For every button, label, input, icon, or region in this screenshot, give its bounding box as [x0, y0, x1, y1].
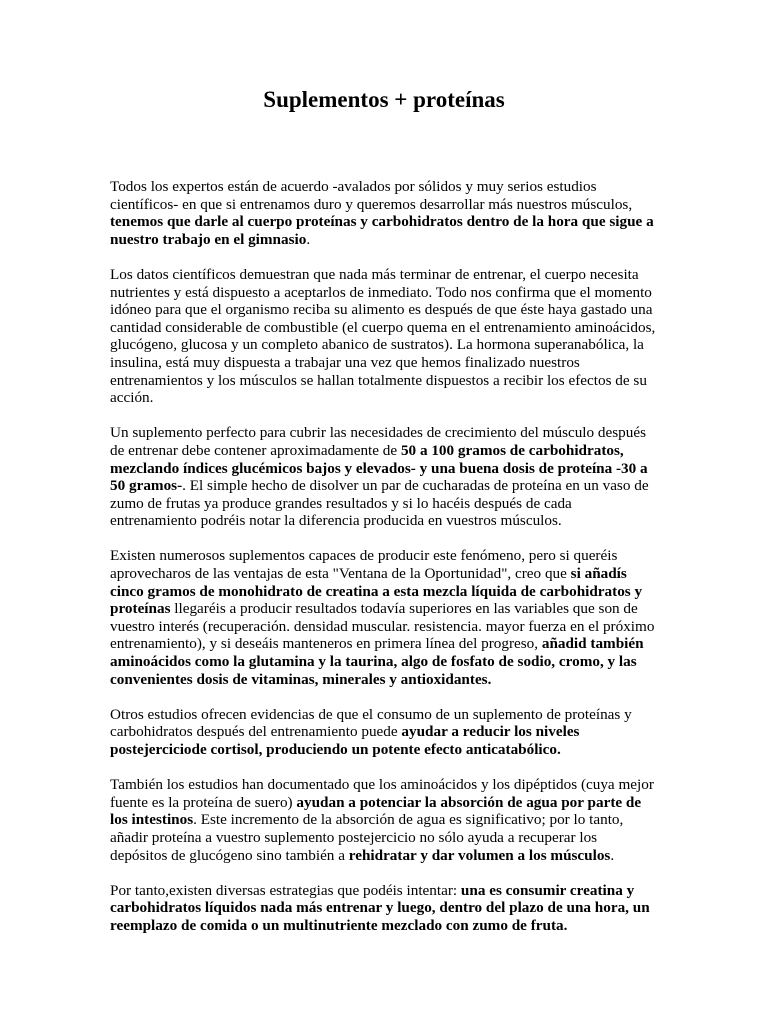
document-body	[110, 178, 658, 952]
paragraph-text: . El simple hecho de disolver un par de cucharadas de proteína en un vaso de zumo de frutas ya produce grandes resultados y si lo hacéis después de cada entrenamiento podréis notar la diferencia producida en vuestros músculos.	[110, 477, 649, 530]
paragraph-6	[110, 776, 658, 864]
paragraph-7	[110, 882, 658, 935]
paragraph-3	[110, 424, 658, 530]
paragraph-4	[110, 547, 658, 688]
paragraph-text: Los datos científicos demuestran que nada más terminar de entrenar, el cuerpo necesita nutrientes y está dispuesto a aceptarlos de inmediato. Todo nos confirma que el momento idóneo para que el organismo reciba su alimento es después de que éste haya gastado una cantidad considerable de combustible (el cuerpo quema en el entrenamiento aminoácidos, glucógeno, glucosa y un completo abanico de sustratos). La hormona superanabólica, la insulina, está muy dispuesta a trabajar una vez que hemos finalizado nuestros entrenamientos y los músculos se hallan totalmente dispuestos a recibir los efectos de su acción.	[110, 265, 656, 407]
paragraph-bold-text: ayudan a potenciar la absorción de agua por parte de los intestinos	[110, 793, 642, 829]
paragraph-5	[110, 706, 658, 759]
paragraph-text: También los estudios han documentado que los aminoácidos y los dipéptidos (cuya mejor fuente es la proteína de suero)	[110, 776, 654, 811]
paragraph-bold-text: tenemos que darle al cuerpo proteínas y carbohidratos dentro de la hora que sigue a nuestro trabajo en el gimnasio	[110, 213, 654, 248]
document-title: Suplementos + proteínas	[263, 87, 505, 112]
paragraph-1	[110, 178, 658, 248]
paragraph-text: .	[306, 230, 311, 248]
paragraph-bold-text: añadid también aminoácidos como la glutamina y la taurina, algo de fosfato de sodio, cromo, y las convenientes dosis de vitaminas, minerales y antioxidantes.	[110, 635, 644, 688]
paragraph-text: llegaréis a producir resultados todavía superiores en las variables que son de vuestro interés (recuperación. densidad muscular. resistencia. mayor fuerza en el próximo entrenamiento), y si deseáis manteneros en primera línea del progreso,	[110, 600, 655, 653]
paragraph-text: .	[610, 846, 615, 864]
paragraph-text: Todos los expertos están de acuerdo -avalados por sólidos y muy serios estudios científicos- en que si entrenamos duro y queremos desarrollar más nuestros músculos,	[110, 178, 633, 213]
paragraph-2	[110, 266, 658, 407]
paragraph-bold-text: una es consumir creatina y carbohidratos líquidos nada más entrenar y luego, dentro del plazo de una hora, un reemplazo de comida o un multinutriente mezclado con zumo de fruta.	[110, 881, 650, 934]
paragraph-text: Otros estudios ofrecen evidencias de que el consumo de un suplemento de proteínas y carbohidratos después del entrenamiento puede	[110, 705, 632, 741]
paragraph-bold-text: ayudar a reducir los niveles postejerciciode cortisol, produciendo un potente efecto anticatabólico.	[110, 723, 580, 758]
paragraph-bold-text: rehidratar y dar volumen a los músculos	[348, 846, 611, 864]
paragraph-bold-text: 50 a 100 gramos de carbohidratos, mezclando índices glucémicos bajos y elevados- y una buena dosis de proteína -30 a 50 gramos-	[110, 441, 648, 495]
paragraph-text: Un suplemento perfecto para cubrir las necesidades de crecimiento del músculo después de entrenar debe contener aproximadamente de	[110, 424, 647, 459]
paragraph-text: Existen numerosos suplementos capaces de producir este fenómeno, pero si queréis aprovecharos de las ventajas de esta "Ventana de la Oportunidad", creo que	[110, 547, 618, 583]
paragraph-bold-text: si añadís cinco gramos de monohidrato de creatina a esta mezcla líquida de carbohidratos y proteínas	[110, 565, 643, 618]
paragraph-text: . Este incremento de la absorción de agua es significativo; por lo tanto, añadir proteína a vuestro suplemento postejercicio no sólo ayuda a recuperar los depósitos de glucógeno sino también a	[110, 811, 624, 864]
paragraph-text: Por tanto,existen diversas estrategias que podéis intentar:	[110, 881, 461, 899]
